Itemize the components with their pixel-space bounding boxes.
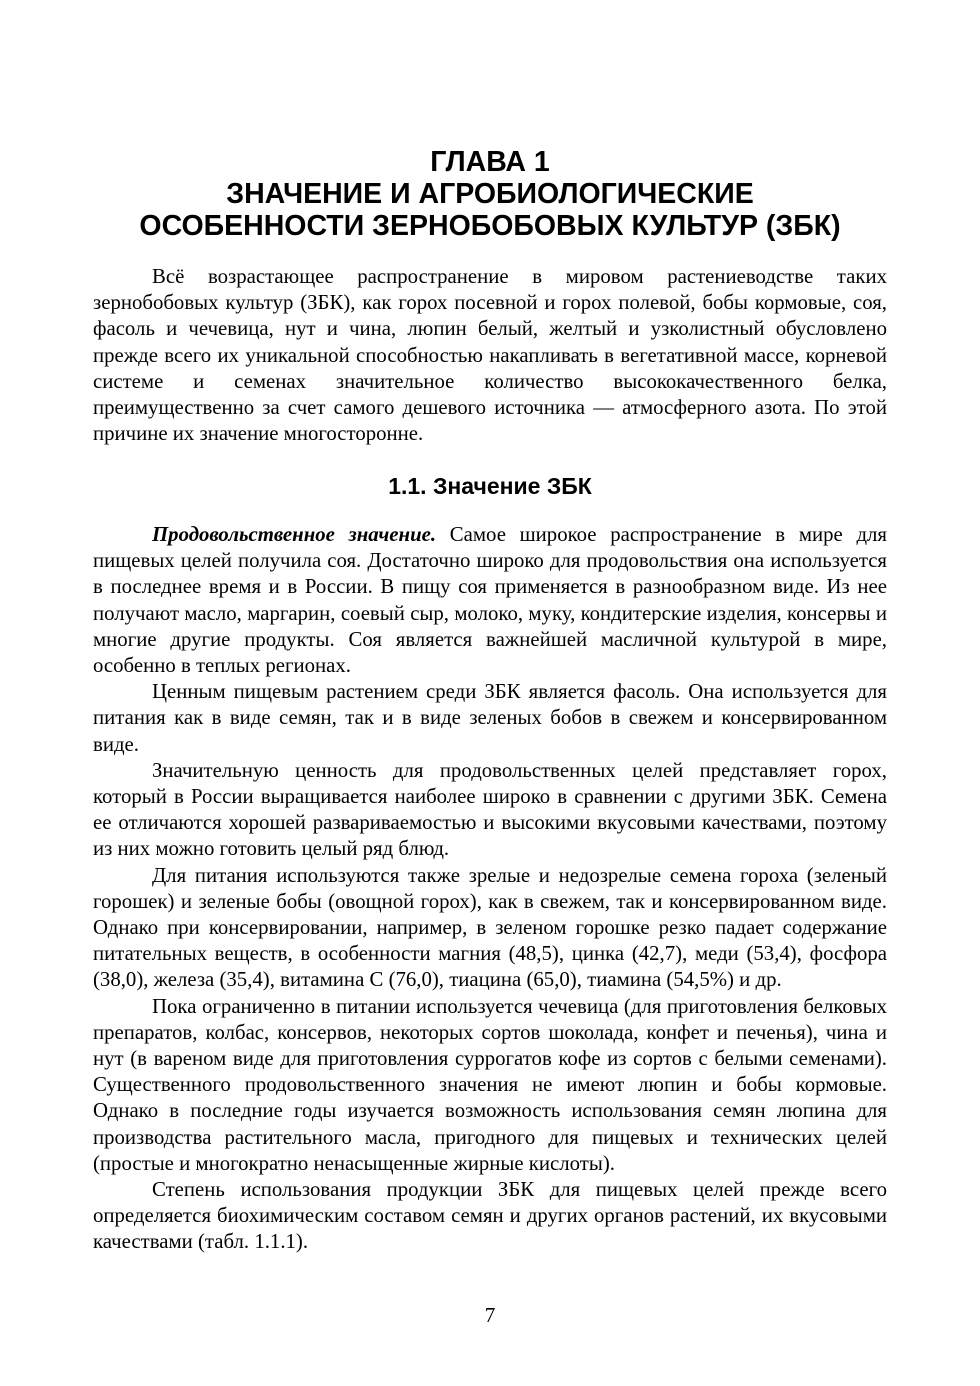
intro-block bbox=[93, 264, 887, 447]
run-in-heading: Продовольственное значение. bbox=[152, 523, 437, 546]
page-number: 7 bbox=[484, 1303, 496, 1327]
chapter-label: ГЛАВА 1 bbox=[430, 146, 550, 178]
chapter-title-line-1: ЗНАЧЕНИЕ И АГРОБИОЛОГИЧЕСКИЕ bbox=[226, 178, 754, 210]
intro-paragraph: Всё возрастающее распространение в мировом растениеводстве таких зернобобовых культур (ЗБК), как горох посевной и горох полевой, бобы кормовые, соя, фасоль и чечевица, нут и чина, люпин белый, желтый и узколистный обусловлено прежде всего их уникальной способностью накапливать в вегетативной массе, корневой системе и семенах значительное количество высококачественного белка, преимущественно за счет самого дешевого источника — атмосферного азота. По этой причине их значение многосторонне. bbox=[93, 265, 887, 446]
paragraph-food-significance bbox=[93, 522, 887, 679]
paragraph-peas: Значительную ценность для продовольственных целей представляет горох, который в России выращивается наиболее широко в сравнении с другими ЗБК. Семена ее отличаются хорошей развариваемостью и высокими вкусовыми качествами, поэтому из них можно готовить целый ряд блюд. bbox=[93, 758, 887, 861]
paragraph-lentils: Пока ограниченно в питании используется чечевица (для приготовления белковых препаратов, колбас, консервов, некоторых сортов шоколада, конфет и печенья), чина и нут (в вареном виде для приготовления суррогатов кофе из сортов с белыми семенами). Существенного продовольственного значения не имеют люпин и бобы кормовые. Однако в последние годы изучается возможность использования семян люпина для производства растительного масла, пригодного для пищевых и технических целей (простые и многократно ненасыщенные жирные кислоты). bbox=[93, 994, 887, 1175]
section-heading bbox=[90, 472, 890, 500]
paragraph-canned-peas: Для питания используются также зрелые и недозрелые семена гороха (зеленый горошек) и зеленые бобы (овощной горох), как в свежем, так и консервированном виде. Однако при консервировании, например, в зеленом горошке резко падает содержание питательных веществ, в особенности магния (48,5), цинка (42,7), меди (53,4), фосфора (38,0), железа (35,4), витамина С (76,0), тиацина (65,0), тиамина (54,5%) и др. bbox=[93, 863, 887, 992]
paragraph-text: Самое широкое распространение в мире для пищевых целей получила соя. Достаточно широко для продовольствия она используется в последнее время и в России. В пищу соя применяется в разнообразном виде. Из нее получают масло, маргарин, соевый сыр, молоко, муку, кондитерские изделия, консервы и многие другие продукты. Соя является важнейшей масличной культурой в мире, особенно в теплых регионах. bbox=[93, 523, 887, 678]
paragraph-beans: Ценным пищевым растением среди ЗБК является фасоль. Она используется для питания как в виде семян, так и в виде зеленых бобов в свежем и консервированном виде. bbox=[93, 680, 887, 756]
paragraph-usage: Степень использования продукции ЗБК для пищевых целей прежде всего определяется биохимическим составом семян и других органов растений, их вкусовыми качествами (табл. 1.1.1). bbox=[93, 1178, 887, 1254]
chapter-title-line-2: ОСОБЕННОСТИ ЗЕРНОБОБОВЫХ КУЛЬТУР (ЗБК) bbox=[139, 210, 841, 242]
section-number: 1.1. bbox=[388, 473, 427, 499]
section-title: Значение ЗБК bbox=[432, 473, 592, 499]
main-text bbox=[93, 522, 887, 1256]
chapter-heading bbox=[90, 146, 890, 242]
